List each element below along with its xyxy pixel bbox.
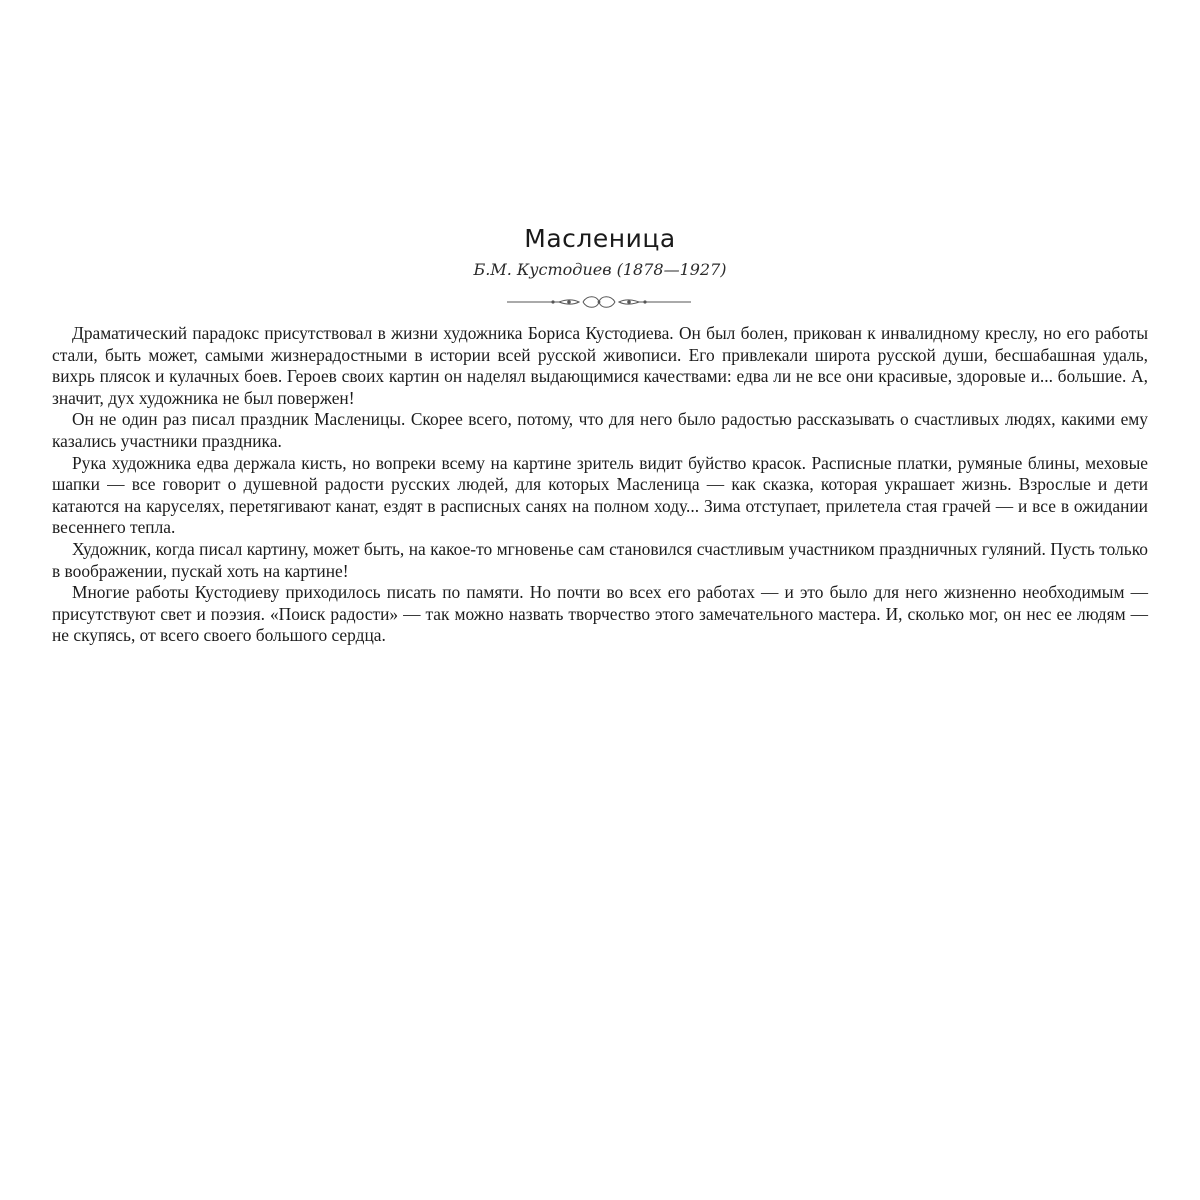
paragraph: Драматический парадокс присутствовал в жизни художника Бориса Кустодиева. Он был болен, прикован к инвалидному креслу, но его работы стали, быть может, самыми жизнерадостными в истории всей русской живописи. Его привлекали широта русской души, бесшабашная удаль, вихрь плясок и кулачных боев. Героев своих картин он наделял выдающимися качествами: едва ли не все они красивые, здоровые и... большие. А, значит, дух художника не был повержен! [52,323,1148,408]
paragraph: Художник, когда писал картину, может быть, на какое-то мгновенье сам становился счастливым участником праздничных гуляний. Пусть только в воображении, пускай хоть на картине! [52,538,1148,581]
paragraph: Рука художника едва держала кисть, но вопреки всему на картине зритель видит буйство красок. Расписные платки, румяные блины, меховые шапки — все говорит о душевной радости русских людей, для которых Масленица — как сказка, которая украшает жизнь. Взрослые и дети катаются на каруселях, перетягивают канат, ездят в расписных санях на полном ходу... Зима отступает, прилетела стая грачей — и все в ожидании весеннего тепла. [52,452,1148,538]
flourish-divider-icon [507,293,691,311]
paragraph: Он не один раз писал праздник Масленицы. Скорее всего, потому, что для него было радостью рассказывать о счастливых людях, какими ему казались участники праздника. [52,409,1148,451]
page-title: Масленица [524,224,676,253]
paragraph: Многие работы Кустодиеву приходилось писать по памяти. Но почти во всех его работах — и это было для него жизненно необходимым — присутствуют свет и поэзия. «Поиск радости» — так можно назвать творчество этого замечательного мастера. И, сколько мог, он нес ее людям — не скупясь, от всего своего большого сердца. [52,582,1148,646]
article-body [52,323,1148,647]
author-subtitle: Б.М. Кустодиев (1878—1927) [473,260,727,279]
